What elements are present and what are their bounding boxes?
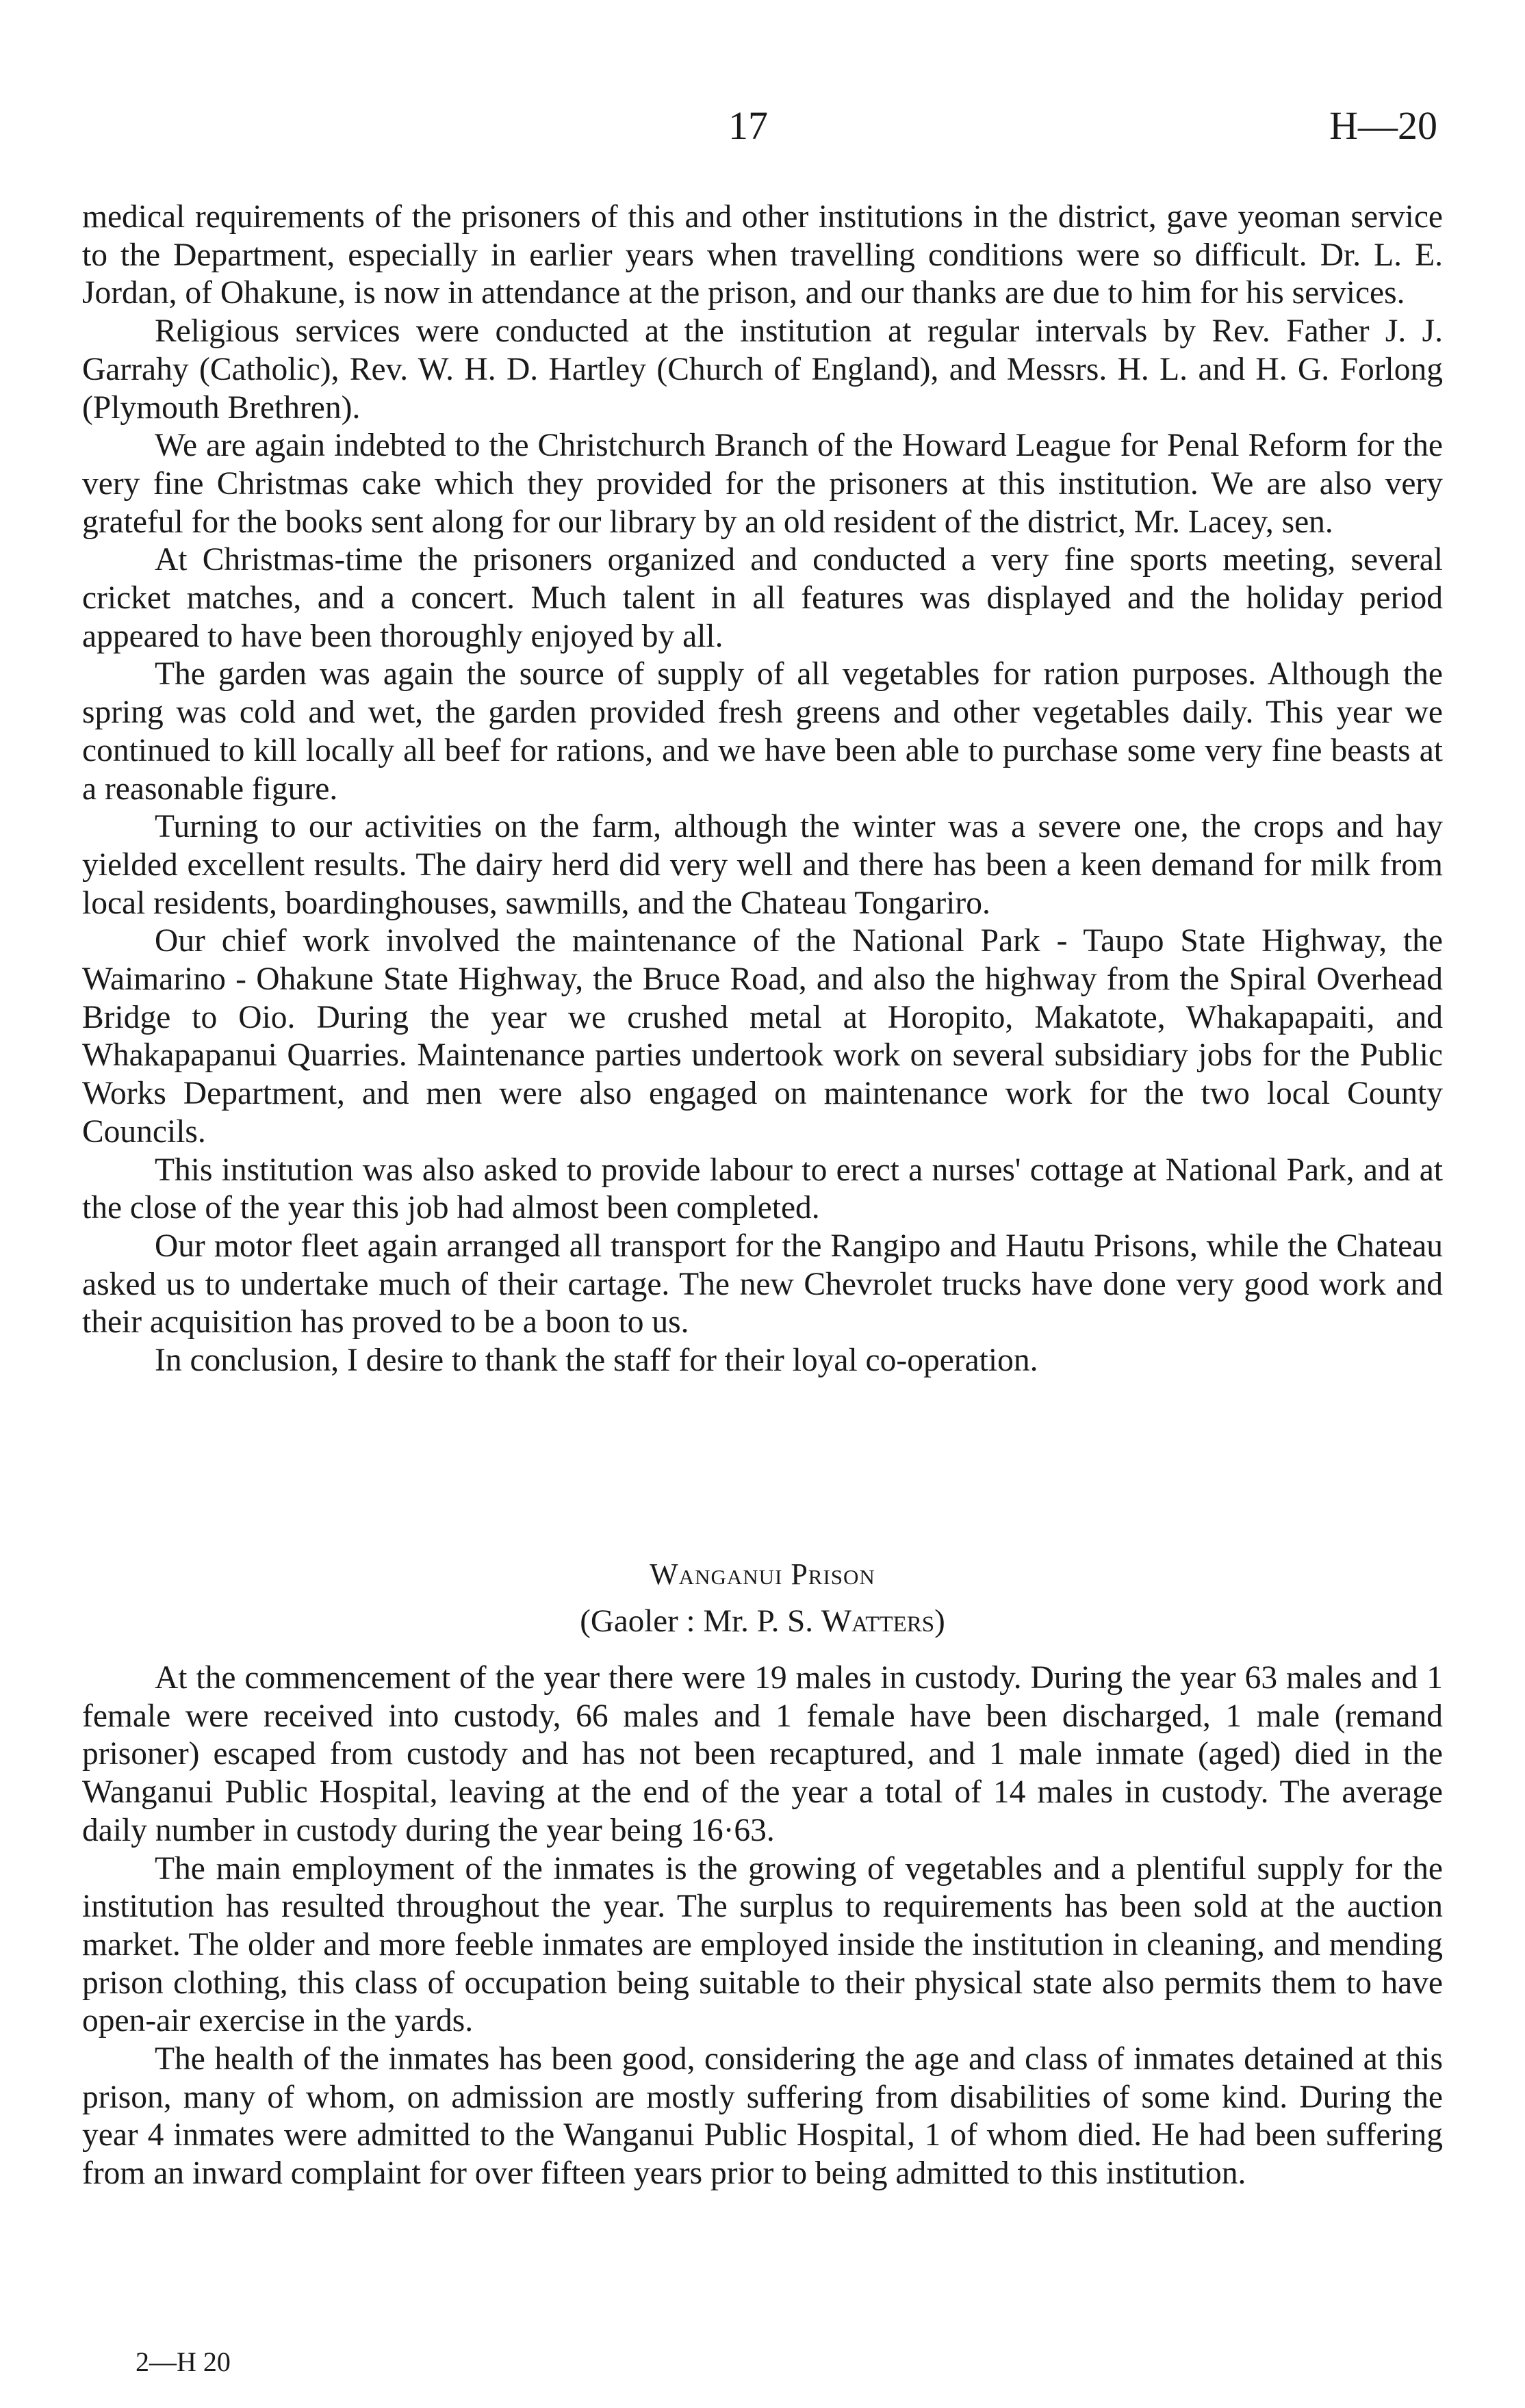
- gaoler-name: Watters: [821, 1603, 935, 1639]
- paragraph: The health of the inmates has been good, considering the age and class of inmates detained at this prison, many of whom, on admission are mostly suffering from disabilities of some kind. During the year 4 inmates were admitted to the Wanganui Public Hospital, 1 of whom died. He had been suffering from an inward complaint for over fifteen years prior to being admitted to this institution.: [82, 2041, 1443, 2192]
- printer-signature-mark: 2—H 20: [136, 2346, 231, 2377]
- paragraph: At the commencement of the year there were 19 males in custody. During the year 63 males and 1 female were received into custody, 66 males and 1 female have been discharged, 1 male (remand prisoner) escaped from custody and has not been recaptured, and 1 male inmate (aged) died in the Wanganui Public Hospital, leaving at the end of the year a total of 14 males in custody. The average daily number in custody during the year being 16·63.: [82, 1660, 1443, 1848]
- paragraph: Turning to our activities on the farm, although the winter was a severe one, the crops and hay yielded excellent results. The dairy herd did very well and there has been a keen demand for milk from local residents, boardinghouses, sawmills, and the Chateau Tongariro.: [82, 809, 1443, 921]
- paragraph: At Christmas-time the prisoners organized and conducted a very fine sports meeting, several cricket matches, and a concert. Much talent in all features was displayed and the holiday period appeared to have been thoroughly enjoyed by all.: [82, 542, 1443, 654]
- paragraph: We are again indebted to the Christchurch Branch of the Howard League for Penal Reform for the very fine Christmas cake which they provided for the prisoners at this institution. We are also very grateful for the books sent along for our library by an old resident of the district, Mr. Lacey, sen.: [82, 428, 1443, 540]
- document-reference: H—20: [1329, 103, 1437, 148]
- paragraph: Religious services were conducted at the institution at regular intervals by Rev. Father J. J. Garrahy (Catholic), Rev. W. H. D. Hartley (Church of England), and Messrs. H. L. and H. G. Forlong (Plymouth Brethren).: [82, 313, 1443, 426]
- section-title: Wanganui Prison: [650, 1557, 875, 1591]
- paragraph: In conclusion, I desire to thank the staff for their loyal co-operation.: [155, 1343, 1038, 1379]
- wanganui-prison-report: [82, 1659, 1443, 2193]
- gaoler-label: (Gaoler : Mr. P. S.: [580, 1603, 821, 1639]
- paragraph: The garden was again the source of supply of all vegetables for ration purposes. Although the spring was cold and wet, the garden provided fresh greens and other vegetables daily. This year we continued to kill locally all beef for rations, and we have been able to purchase some very fine beasts at a reasonable figure.: [82, 656, 1443, 807]
- page-number: 17: [728, 103, 768, 148]
- paragraph: Our motor fleet again arranged all transport for the Rangipo and Hautu Prisons, while the Chateau asked us to undertake much of their cartage. The new Chevrolet trucks have done very good work and their acquisition has proved to be a boon to us.: [82, 1228, 1443, 1341]
- report-body-continued: [82, 198, 1443, 1380]
- paragraph: Our chief work involved the maintenance of the National Park - Taupo State Highway, the Waimarino - Ohakune State Highway, the Bruce Road, and also the highway from the Spiral Overhead Bridge to Oio. During the year we crushed metal at Horopito, Makatote, Whakapapaiti, and Whakapapanui Quarries. Maintenance parties undertook work on several subsidiary jobs for the Public Works Department, and men were also engaged on maintenance work for the two local County Councils.: [82, 923, 1443, 1150]
- subtitle-close: ): [934, 1603, 945, 1639]
- paragraph: The main employment of the inmates is the growing of vegetables and a plentiful supply for the institution has resulted throughout the year. The surplus to requirements has been sold at the auction market. The older and more feeble inmates are employed inside the institution in cleaning, and mending prison clothing, this class of occupation being suitable to their physical state also permits them to have open-air exercise in the yards.: [82, 1850, 1443, 2039]
- section-subtitle: [0, 1603, 1525, 1640]
- paragraph: This institution was also asked to provide labour to erect a nurses' cottage at National Park, and at the close of the year this job had almost been completed.: [82, 1152, 1443, 1226]
- paragraph: medical requirements of the prisoners of this and other institutions in the district, gave yeoman service to the Department, especially in earlier years when travelling conditions were so difficult. Dr. L. E. Jordan, of Ohakune, is now in attendance at the prison, and our thanks are due to him for his services.: [82, 199, 1443, 311]
